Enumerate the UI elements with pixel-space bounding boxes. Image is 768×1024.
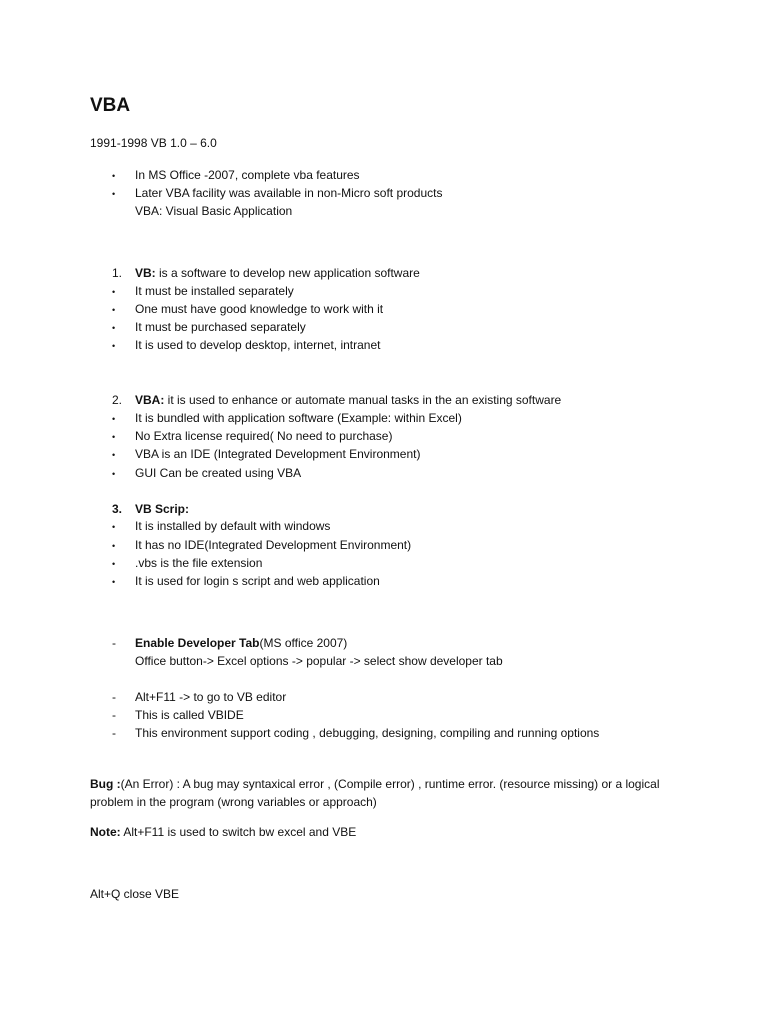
vbscript-bullet-1: It is installed by default with windows bbox=[135, 519, 331, 533]
bullet-icon: • bbox=[112, 450, 116, 460]
intro-continuation: VBA: Visual Basic Application bbox=[135, 204, 293, 218]
bullet-icon: • bbox=[112, 305, 116, 315]
vb-bullet-3: It must be purchased separately bbox=[135, 320, 306, 334]
note-label: Note: bbox=[90, 825, 121, 839]
devtab-label: Enable Developer Tab bbox=[135, 636, 260, 650]
intro-bullet-1: In MS Office -2007, complete vba features bbox=[135, 168, 360, 182]
note-text: Alt+F11 is used to switch bw excel and VBE bbox=[120, 825, 357, 839]
bug-label: Bug : bbox=[90, 777, 121, 791]
editor-item-1: Alt+F11 -> to go to VB editor bbox=[135, 690, 287, 704]
bullet-icon: • bbox=[112, 341, 116, 351]
vba-label: VBA: bbox=[135, 393, 165, 407]
doc-title: VBA bbox=[90, 95, 131, 116]
vb-heading bbox=[135, 264, 420, 282]
dash-marker: - bbox=[112, 690, 116, 704]
bullet-icon: • bbox=[112, 323, 116, 333]
vba-heading bbox=[135, 391, 561, 409]
dash-marker: - bbox=[112, 726, 116, 740]
devtab-heading bbox=[135, 634, 347, 652]
vbscript-bullet-4: It is used for login s script and web application bbox=[135, 574, 380, 588]
list-number: 3. bbox=[112, 502, 123, 516]
bullet-icon: • bbox=[112, 522, 116, 532]
note-paragraph bbox=[90, 823, 356, 841]
intro-bullet-2: Later VBA facility was available in non-Micro soft products bbox=[135, 186, 443, 200]
bullet-icon: • bbox=[112, 541, 116, 551]
list-number: 2. bbox=[112, 393, 123, 407]
vb-bullet-2: One must have good knowledge to work with it bbox=[135, 302, 384, 316]
bullet-icon: • bbox=[112, 432, 116, 442]
doc-subtitle: 1991-1998 VB 1.0 – 6.0 bbox=[90, 136, 217, 150]
vb-label: VB: bbox=[135, 266, 156, 280]
vba-bullet-3: VBA is an IDE (Integrated Development Environment) bbox=[135, 447, 421, 461]
bug-paragraph-line-2: problem in the program (wrong variables or approach) bbox=[90, 795, 377, 809]
vbscript-bullet-3: .vbs is the file extension bbox=[135, 556, 263, 570]
bug-paragraph-line-1 bbox=[90, 775, 659, 793]
vb-bullet-4: It is used to develop desktop, internet, intranet bbox=[135, 338, 381, 352]
vbscript-heading: VB Scrip: bbox=[135, 502, 190, 516]
bullet-icon: • bbox=[112, 171, 116, 181]
bullet-icon: • bbox=[112, 414, 116, 424]
list-number: 1. bbox=[112, 266, 123, 280]
vba-bullet-1: It is bundled with application software (Example: within Excel) bbox=[135, 411, 462, 425]
bullet-icon: • bbox=[112, 189, 116, 199]
editor-item-2: This is called VBIDE bbox=[135, 708, 244, 722]
vba-bullet-4: GUI Can be created using VBA bbox=[135, 466, 302, 480]
close-shortcut: Alt+Q close VBE bbox=[90, 887, 180, 901]
bullet-icon: • bbox=[112, 287, 116, 297]
devtab-steps: Office button-> Excel options -> popular -> select show developer tab bbox=[135, 654, 503, 668]
vba-bullet-2: No Extra license required( No need to purchase) bbox=[135, 429, 393, 443]
bug-text: (An Error) : A bug may syntaxical error , (Compile error) , runtime error. (resource missing) or a logical bbox=[120, 777, 660, 791]
bullet-icon: • bbox=[112, 559, 116, 569]
dash-marker: - bbox=[112, 708, 116, 722]
dash-marker: - bbox=[112, 636, 116, 650]
devtab-note: (MS office 2007) bbox=[259, 636, 348, 650]
editor-item-3: This environment support coding , debugging, designing, compiling and running options bbox=[135, 726, 600, 740]
bullet-icon: • bbox=[112, 577, 116, 587]
vbscript-bullet-2: It has no IDE(Integrated Development Environment) bbox=[135, 538, 412, 552]
vb-description: is a software to develop new application software bbox=[155, 266, 420, 280]
vba-description: it is used to enhance or automate manual tasks in the an existing software bbox=[164, 393, 562, 407]
vb-bullet-1: It must be installed separately bbox=[135, 284, 294, 298]
bullet-icon: • bbox=[112, 469, 116, 479]
